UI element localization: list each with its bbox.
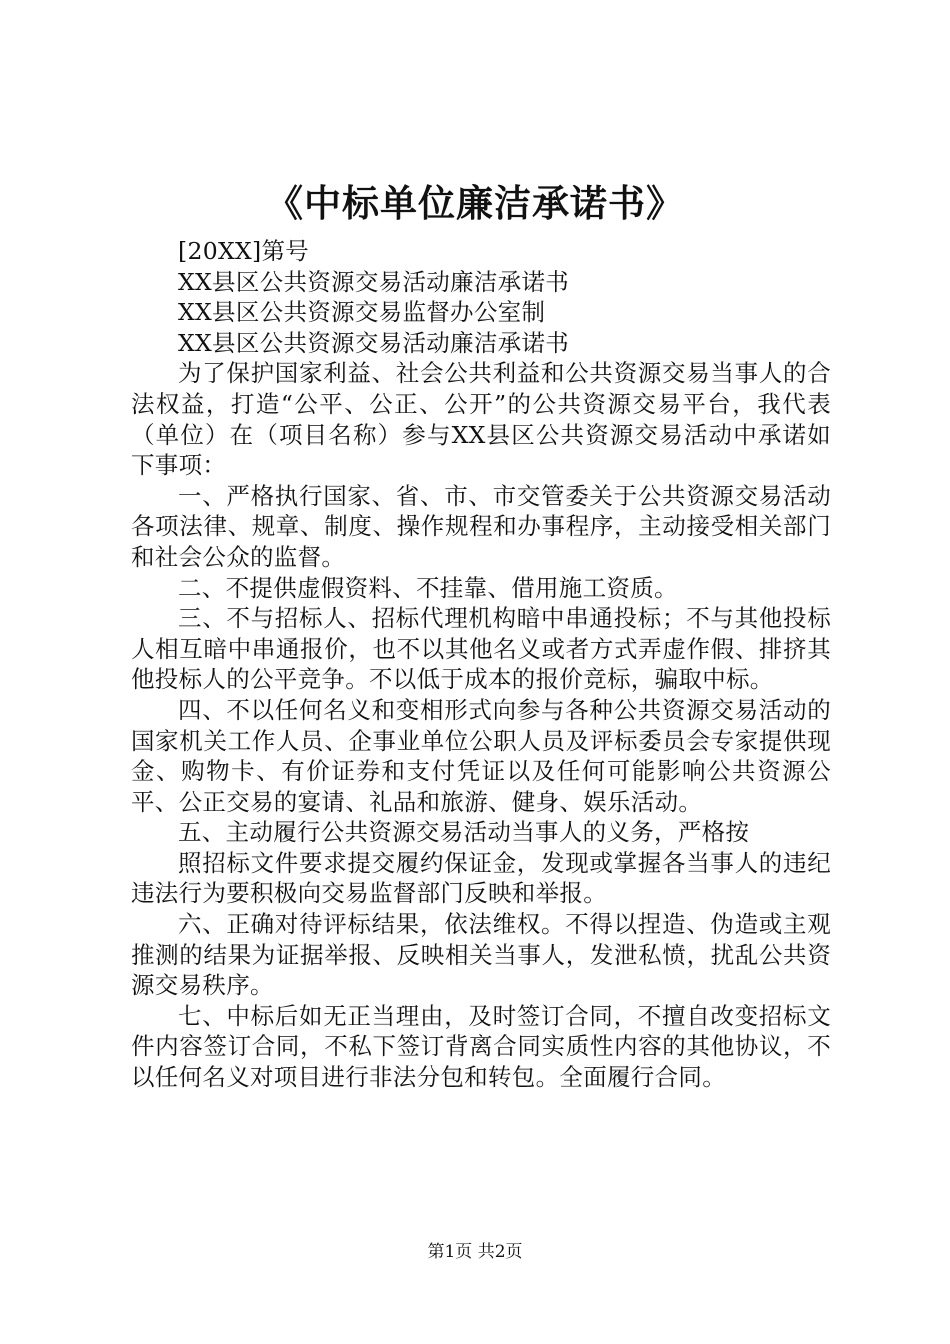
clause-6: 六、正确对待评标结果，依法维权。不得以捏造、伪造或主观推测的结果为证据举报、反映相关当事人，发泄私愤，扰乱公共资源交易秩序。 (131, 910, 831, 1000)
header-line-2: XX县区公共资源交易监督办公室制 (178, 298, 546, 327)
clause-1: 一、严格执行国家、省、市、市交管委关于公共资源交易活动各项法律、规章、制度、操作规程和办事程序，主动接受相关部门和社会公众的监督。 (131, 481, 831, 571)
clause-7: 七、中标后如无正当理由，及时签订合同，不擅自改变招标文件内容签订合同，不私下签订背离合同实质性内容的其他协议，不以任何名义对项目进行非法分包和转包。全面履行合同。 (131, 1001, 831, 1092)
document-number: [20XX]第号 (178, 237, 310, 265)
page-indicator: 第1页 共2页 (427, 1242, 523, 1262)
clause-4: 四、不以任何名义和变相形式向参与各种公共资源交易活动的国家机关工作人员、企事业单位公职人员及评标委员会专家提供现金、购物卡、有价证券和支付凭证以及任何可能影响公共资源公平、公正交易的宴请、礼品和旅游、健身、娱乐活动。 (131, 695, 831, 816)
header-line-1: XX县区公共资源交易活动廉洁承诺书 (178, 267, 570, 296)
document-title: 《中标单位廉洁承诺书》 (266, 181, 684, 225)
clause-2: 二、不提供虚假资料、不挂靠、借用施工资质。 (178, 573, 678, 602)
document-body (131, 236, 831, 1093)
clause-5: 五、主动履行公共资源交易活动当事人的义务，严格按 (178, 818, 750, 847)
clause-3: 三、不与招标人、招标代理机构暗中串通投标；不与其他投标人相互暗中串通报价，也不以其他名义或者方式弄虚作假、排挤其他投标人的公平竞争。不以低于成本的报价竞标，骗取中标。 (131, 604, 831, 694)
header-line-3: XX县区公共资源交易活动廉洁承诺书 (178, 328, 570, 357)
clause-5-continued: 照招标文件要求提交履约保证金，发现或掌握各当事人的违纪违法行为要积极向交易监督部门反映和举报。 (131, 848, 831, 908)
intro-paragraph: 为了保护国家利益、社会公共利益和公共资源交易当事人的合法权益，打造“公平、公正、公开”的公共资源交易平台，我代表（单位）在（项目名称）参与XX县区公共资源交易活动中承诺如下事项： (131, 359, 831, 480)
